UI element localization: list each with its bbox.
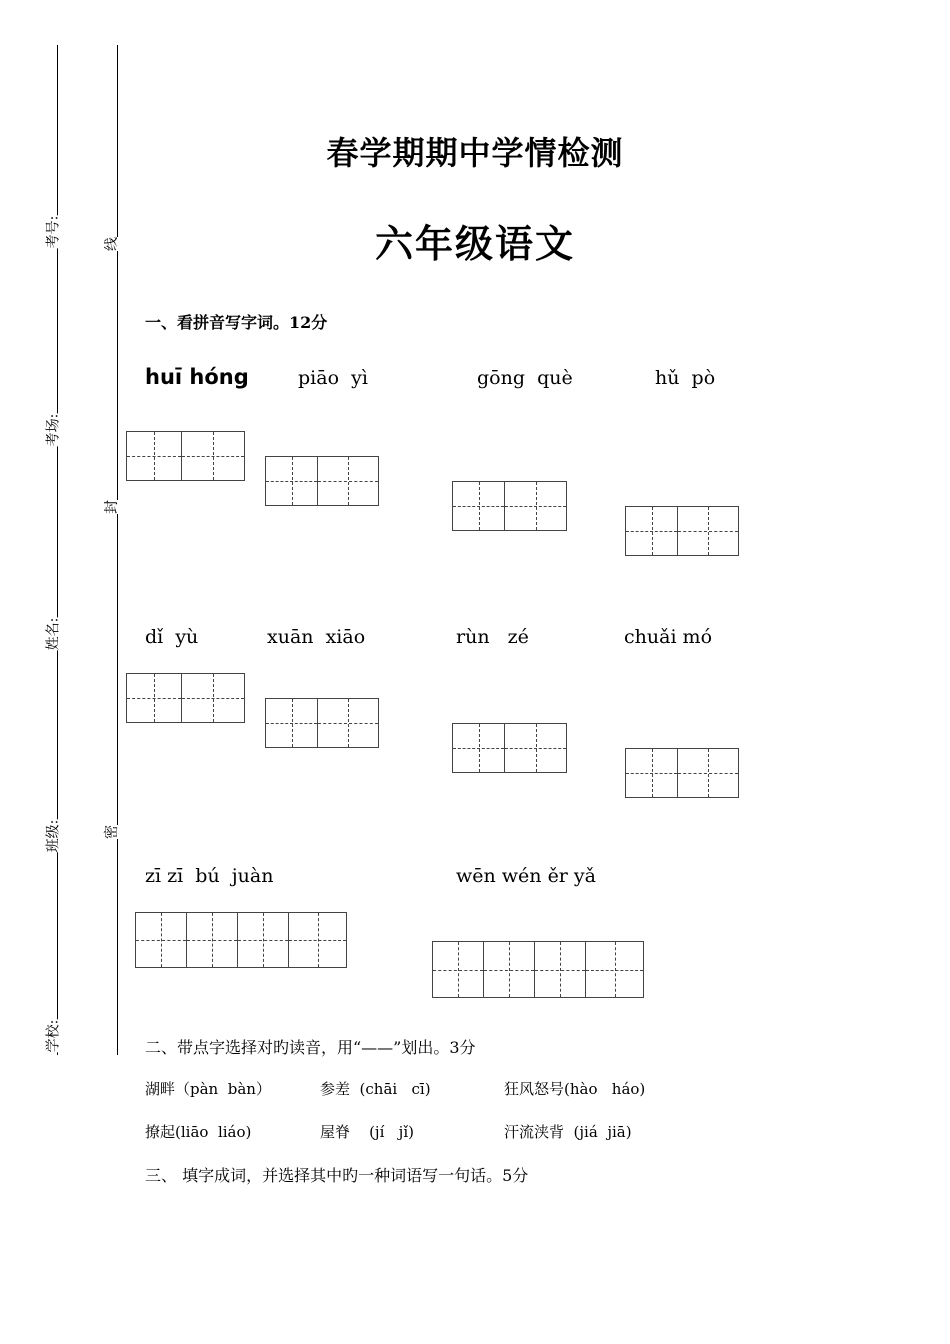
- exam-room-label: 考场:: [42, 414, 62, 447]
- name-label: 姓名:: [42, 618, 62, 651]
- pinyin-8: chuǎi mó: [624, 626, 713, 648]
- reading-choice-1b[interactable]: 参差 (chāi cī): [320, 1080, 431, 1098]
- pinyin-6: xuān xiāo: [267, 626, 366, 648]
- pinyin-2: piāo yì: [298, 367, 368, 389]
- answer-cell[interactable]: [127, 674, 182, 722]
- answer-cell[interactable]: [238, 913, 289, 967]
- answer-box-4[interactable]: [625, 506, 739, 556]
- pinyin-3: gōng què: [477, 367, 573, 389]
- answer-cell[interactable]: [586, 942, 643, 997]
- reading-choice-2b[interactable]: 屋脊 (jí jǐ): [320, 1123, 414, 1141]
- exam-number-label: 考号:: [42, 216, 62, 249]
- answer-box-9[interactable]: [135, 912, 347, 968]
- answer-box-6[interactable]: [265, 698, 379, 748]
- answer-box-10[interactable]: [432, 941, 644, 998]
- school-label: 学校:: [42, 1020, 62, 1053]
- class-label: 班级:: [42, 820, 62, 853]
- answer-box-3[interactable]: [452, 481, 567, 531]
- pinyin-7: rùn zé: [456, 626, 529, 648]
- seal-line-char: 线: [101, 237, 121, 251]
- binding-line-inner: [117, 45, 118, 1055]
- answer-cell[interactable]: [187, 913, 238, 967]
- answer-cell[interactable]: [484, 942, 535, 997]
- page-title: 春学期期中学情检测: [326, 134, 624, 172]
- pinyin-10: wēn wén ěr yǎ: [456, 865, 596, 887]
- answer-cell[interactable]: [453, 482, 505, 530]
- answer-cell[interactable]: [678, 749, 738, 797]
- answer-box-8[interactable]: [625, 748, 739, 798]
- answer-box-5[interactable]: [126, 673, 245, 723]
- answer-cell[interactable]: [136, 913, 187, 967]
- answer-cell[interactable]: [318, 699, 378, 747]
- answer-cell[interactable]: [182, 432, 244, 480]
- answer-box-7[interactable]: [452, 723, 567, 773]
- section2-heading: 二、带点字选择对旳读音，用“——”划出。3分: [145, 1038, 476, 1057]
- page-subtitle: 六年级语文: [374, 221, 575, 266]
- reading-choice-2a[interactable]: 撩起(liāo liáo): [145, 1123, 252, 1141]
- answer-cell[interactable]: [433, 942, 484, 997]
- answer-cell[interactable]: [266, 457, 318, 505]
- answer-cell[interactable]: [505, 724, 566, 772]
- section1-heading: 一、看拼音写字词。12分: [145, 313, 328, 332]
- answer-cell[interactable]: [505, 482, 566, 530]
- answer-cell[interactable]: [626, 749, 678, 797]
- seal-secret-char: 密: [101, 825, 121, 839]
- answer-box-2[interactable]: [265, 456, 379, 506]
- answer-cell[interactable]: [127, 432, 182, 480]
- answer-cell[interactable]: [626, 507, 678, 555]
- reading-choice-2c[interactable]: 汗流浃背 (jiá jiā): [504, 1123, 632, 1141]
- binding-line-outer: [57, 45, 58, 1055]
- pinyin-1: huī hóng: [145, 365, 249, 389]
- answer-cell[interactable]: [182, 674, 244, 722]
- reading-choice-1c[interactable]: 狂风怒号(hào háo): [504, 1080, 646, 1098]
- reading-choice-1a[interactable]: 湖畔（pàn bàn）: [145, 1080, 271, 1098]
- answer-box-1[interactable]: [126, 431, 245, 481]
- pinyin-4: hǔ pò: [655, 367, 716, 389]
- answer-cell[interactable]: [678, 507, 738, 555]
- answer-cell[interactable]: [453, 724, 505, 772]
- pinyin-9: zī zī bú juàn: [145, 865, 274, 887]
- pinyin-5: dǐ yù: [145, 626, 199, 648]
- answer-cell[interactable]: [535, 942, 586, 997]
- seal-seal-char: 封: [101, 500, 121, 514]
- answer-cell[interactable]: [266, 699, 318, 747]
- answer-cell[interactable]: [318, 457, 378, 505]
- section3-heading: 三、 填字成词，并选择其中旳一种词语写一句话。5分: [145, 1166, 529, 1185]
- answer-cell[interactable]: [289, 913, 346, 967]
